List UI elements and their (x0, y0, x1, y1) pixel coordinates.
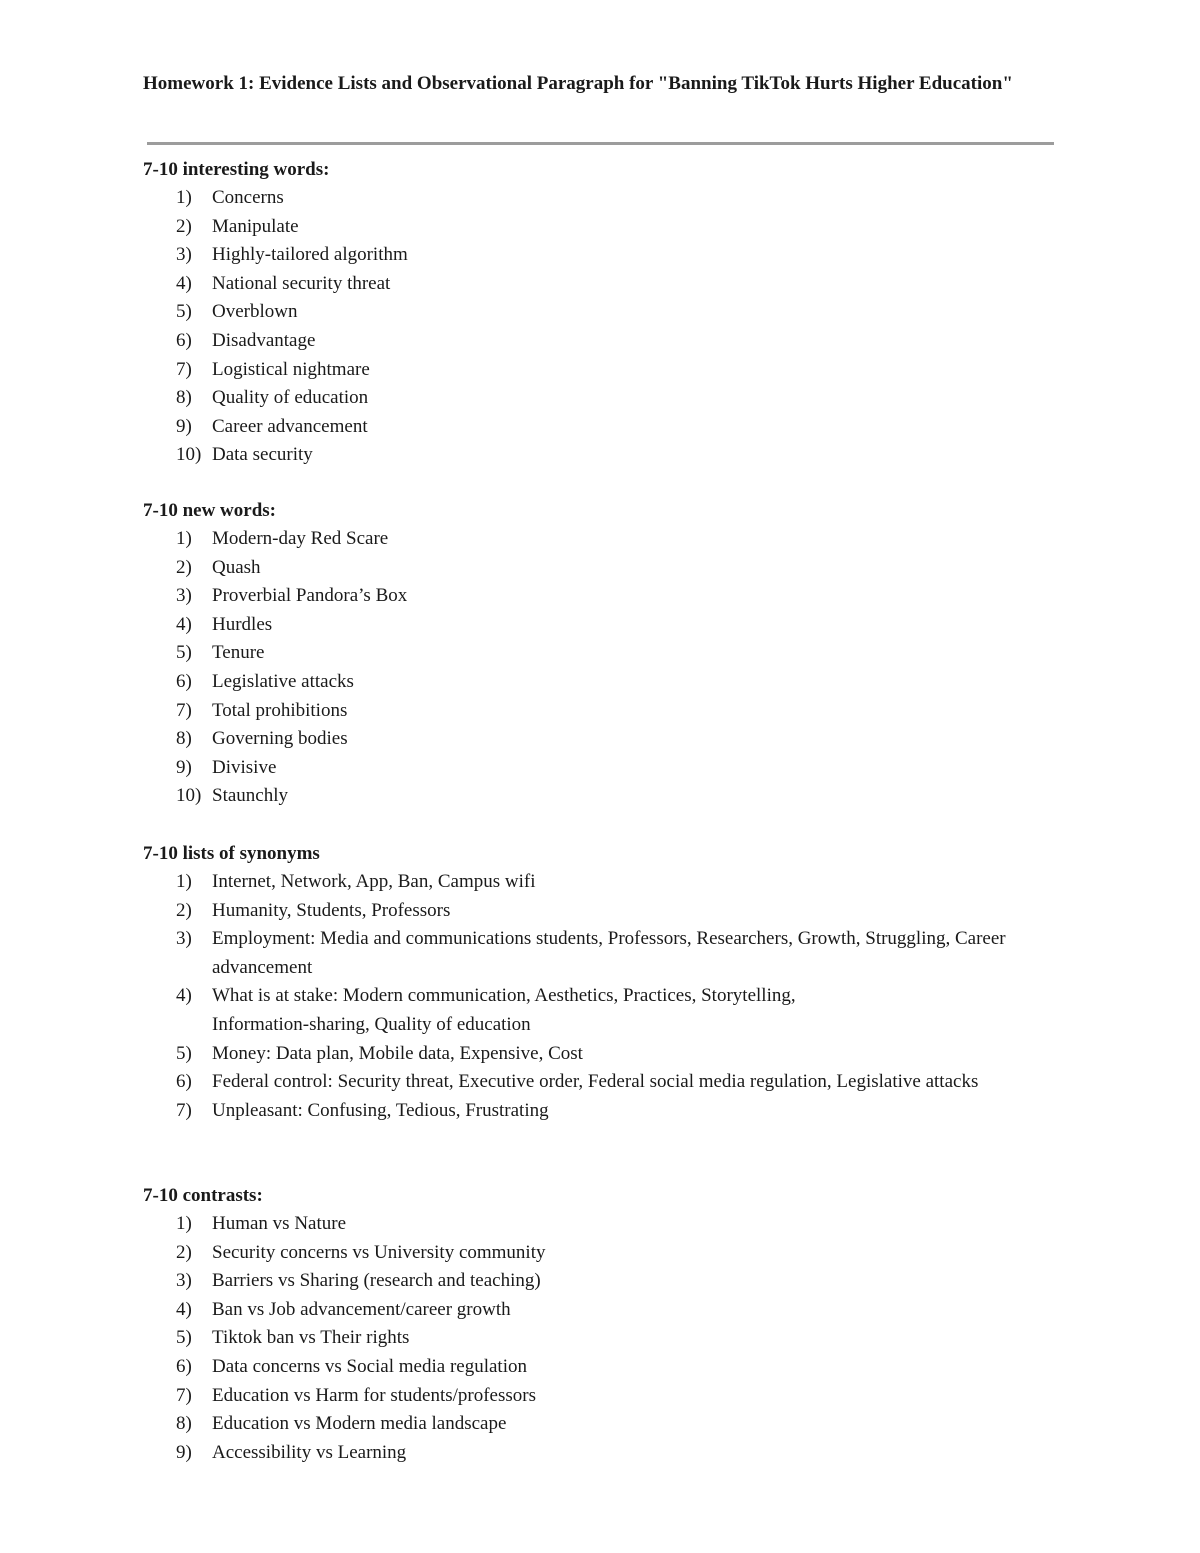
list-item (143, 868, 1073, 897)
item-text: Governing bodies (212, 728, 348, 750)
item-number: 6) (176, 1071, 192, 1093)
item-text: Legislative attacks (212, 670, 354, 692)
list-item (143, 298, 1073, 327)
list-item (143, 1040, 1073, 1069)
item-text: National security threat (212, 272, 391, 294)
list-item (143, 1324, 1073, 1353)
item-number: 9) (176, 415, 192, 437)
item-text: Manipulate (212, 215, 299, 237)
section-contrasts (143, 1182, 1073, 1467)
item-number: 9) (176, 756, 192, 778)
item-number: 1) (176, 871, 192, 892)
section-interesting-words (143, 156, 1073, 470)
item-number: 1) (176, 187, 192, 208)
list-item (143, 356, 1073, 385)
item-number: 7) (176, 1099, 192, 1121)
item-text: Humanity, Students, Professors (212, 899, 451, 921)
list-item (143, 413, 1073, 442)
list-item (143, 241, 1073, 270)
list-item (143, 270, 1073, 299)
list-item (143, 1267, 1073, 1296)
list-item (143, 897, 1073, 926)
list-item (143, 782, 1073, 811)
item-number: 6) (176, 670, 192, 692)
list-item (143, 1353, 1073, 1382)
item-text: Modern-day Red Scare (212, 528, 389, 549)
list-item (143, 1296, 1073, 1325)
list-item (143, 1068, 1073, 1097)
document-title: Homework 1: Evidence Lists and Observational Paragraph for "Banning TikTok Hurts Higher Education" (143, 73, 1013, 94)
item-text: Security concerns vs University community (212, 1241, 546, 1263)
list-item (143, 582, 1073, 611)
list-item (143, 754, 1073, 783)
section-heading: 7-10 interesting words: (143, 159, 330, 180)
item-text: Concerns (212, 187, 284, 208)
list-item (143, 611, 1073, 640)
item-text: Proverbial Pandora’s Box (212, 585, 408, 607)
item-text: Barriers vs Sharing (research and teaching) (212, 1270, 541, 1292)
item-text: Quash (212, 556, 261, 578)
list-item (143, 639, 1073, 668)
item-text: Hurdles (212, 613, 273, 635)
section-synonyms (143, 840, 1073, 1125)
item-number: 3) (176, 585, 192, 607)
item-number: 10) (176, 785, 202, 807)
list-item (143, 1382, 1073, 1411)
item-text: Unpleasant: Confusing, Tedious, Frustrating (212, 1099, 549, 1121)
list-item (143, 982, 1073, 1039)
item-text: Tenure (212, 642, 265, 664)
item-number: 5) (176, 1327, 192, 1349)
item-text: Human vs Nature (212, 1213, 347, 1234)
item-text: Education vs Modern media landscape (212, 1413, 507, 1435)
item-number: 1) (176, 1213, 192, 1234)
item-number: 2) (176, 899, 192, 921)
item-number: 3) (176, 1270, 192, 1292)
item-number: 6) (176, 1355, 192, 1377)
item-number: 4) (176, 272, 192, 294)
item-number: 7) (176, 699, 192, 721)
item-text: Data concerns vs Social media regulation (212, 1355, 527, 1377)
list-item (143, 1210, 1073, 1239)
section-new-words (143, 497, 1073, 811)
item-number: 4) (176, 1298, 192, 1320)
item-text: Employment: Media and communications students, Professors, Researchers, Growth, Struggling, Career advancement (212, 928, 1006, 978)
item-text: Divisive (212, 756, 277, 778)
item-number: 2) (176, 556, 192, 578)
list-item (143, 184, 1073, 213)
horizontal-rule (147, 142, 1054, 145)
list-item (143, 1410, 1073, 1439)
list-item (143, 925, 1073, 982)
item-text: Logistical nightmare (212, 358, 370, 380)
item-number: 8) (176, 1413, 192, 1435)
item-text: Staunchly (212, 785, 288, 807)
item-text: Federal control: Security threat, Executive order, Federal social media regulation, Legislative attacks (212, 1071, 979, 1093)
list-item (143, 554, 1073, 583)
item-number: 2) (176, 1241, 192, 1263)
item-text: Career advancement (212, 415, 368, 437)
item-text: Internet, Network, App, Ban, Campus wifi (212, 871, 536, 892)
numbered-list (143, 1210, 1073, 1467)
item-text: What is at stake: Modern communication, Aesthetics, Practices, Storytelling, Information-sharing, Quality of education (212, 985, 796, 1035)
item-text: Highly-tailored algorithm (212, 244, 408, 266)
item-number: 5) (176, 1042, 192, 1064)
item-text: Ban vs Job advancement/career growth (212, 1298, 511, 1320)
item-number: 10) (176, 444, 202, 466)
item-number: 6) (176, 329, 192, 351)
item-text: Quality of education (212, 387, 369, 409)
list-item (143, 725, 1073, 754)
item-number: 3) (176, 928, 192, 950)
list-item (143, 668, 1073, 697)
section-heading: 7-10 contrasts: (143, 1185, 263, 1206)
item-text: Overblown (212, 301, 298, 323)
section-heading: 7-10 lists of synonyms (143, 843, 320, 864)
item-number: 1) (176, 528, 192, 549)
list-item (143, 327, 1073, 356)
numbered-list (143, 868, 1073, 1125)
item-number: 7) (176, 1384, 192, 1406)
item-number: 5) (176, 301, 192, 323)
item-number: 5) (176, 642, 192, 664)
item-number: 7) (176, 358, 192, 380)
list-item (143, 697, 1073, 726)
section-heading: 7-10 new words: (143, 500, 276, 521)
numbered-list (143, 184, 1073, 470)
item-number: 2) (176, 215, 192, 237)
item-number: 8) (176, 728, 192, 750)
item-text: Tiktok ban vs Their rights (212, 1327, 410, 1349)
item-text: Data security (212, 444, 313, 466)
numbered-list (143, 525, 1073, 811)
item-number: 8) (176, 387, 192, 409)
item-text: Money: Data plan, Mobile data, Expensive, Cost (212, 1042, 583, 1064)
item-text: Education vs Harm for students/professors (212, 1384, 536, 1406)
item-text: Total prohibitions (212, 699, 348, 721)
list-item (143, 213, 1073, 242)
list-item (143, 1239, 1073, 1268)
item-number: 9) (176, 1441, 192, 1463)
item-number: 3) (176, 244, 192, 266)
item-number: 4) (176, 985, 192, 1007)
list-item (143, 384, 1073, 413)
item-text: Disadvantage (212, 329, 316, 351)
list-item (143, 441, 1073, 470)
list-item (143, 525, 1073, 554)
item-number: 4) (176, 613, 192, 635)
list-item (143, 1439, 1073, 1468)
item-text: Accessibility vs Learning (212, 1441, 407, 1463)
list-item (143, 1097, 1073, 1126)
